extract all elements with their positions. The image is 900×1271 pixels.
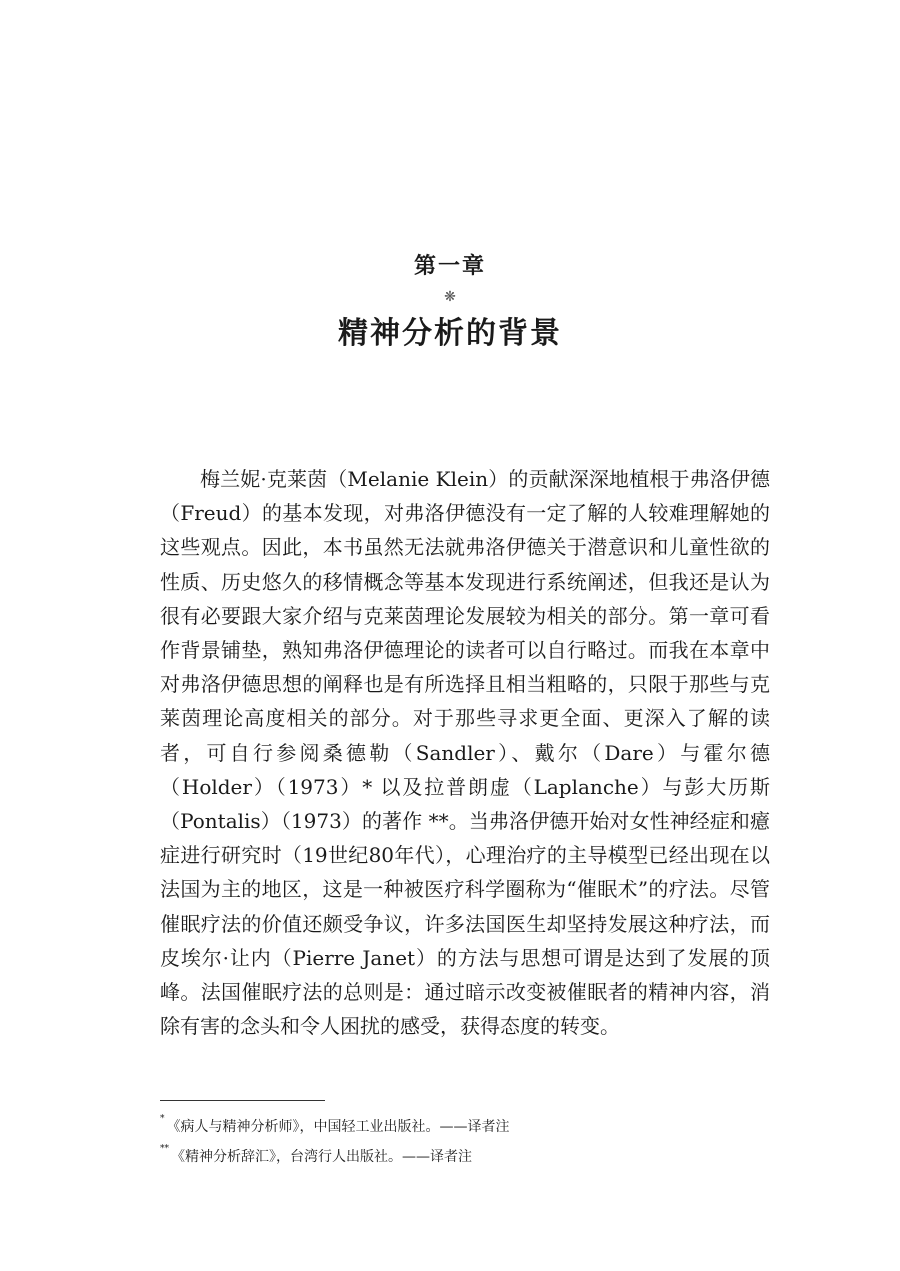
footnote-mark: * xyxy=(160,1114,165,1124)
footnote-divider xyxy=(160,1100,325,1101)
footnotes xyxy=(160,1112,770,1172)
footnote-text: 《精神分析辞汇》，台湾行人出版社。——译者注 xyxy=(171,1149,472,1165)
chapter-number: 第一章 xyxy=(413,253,486,279)
footnote-2 xyxy=(160,1142,770,1172)
body-paragraph: 梅兰妮·克莱茵（Melanie Klein）的贡献深深地植根于弗洛伊德（Freud）的基本发现，对弗洛伊德没有一定了解的人较难理解她的这些观点。因此，本书虽然无法就弗洛伊德关于潜意识和儿童性欲的性质、历史悠久的移情概念等基本发现进行系统阐述，但我还是认为很有必要跟大家介绍与克莱茵理论发展较为相关的部分。第一章可看作背景铺垫，熟知弗洛伊德理论的读者可以自行略过。而我在本章中对弗洛伊德思想的阐释也是有所选择且相当粗略的，只限于那些与克莱茵理论高度相关的部分。对于那些寻求更全面、更深入了解的读者，可自行参阅桑德勒（Sandler）、戴尔（Dare）与霍尔德（Holder）（1973）* 以及拉普朗虚（Laplanche）与彭大历斯（Pontalis）（1973）的著作 **。当弗洛伊德开始对女性神经症和癔症进行研究时（19世纪80年代），心理治疗的主导模型已经出现在以法国为主的地区，这是一种被医疗科学圈称为“催眠术”的疗法。尽管催眠疗法的价值还颇受争议，许多法国医生却坚持发展这种疗法，而皮埃尔·让内（Pierre Janet）的方法与思想可谓是达到了发展的顶峰。法国催眠疗法的总则是：通过暗示改变被催眠者的精神内容，消除有害的念头和令人困扰的感受，获得态度的转变。 xyxy=(160,467,770,1039)
chapter-title: 精神分析的背景 xyxy=(338,316,562,351)
footnote-1 xyxy=(160,1112,770,1142)
footnote-mark: ** xyxy=(160,1144,169,1154)
footnote-text: 《病人与精神分析师》，中国轻工业出版社。——译者注 xyxy=(166,1119,510,1135)
chapter-ornament-icon: ❋ xyxy=(444,289,456,305)
